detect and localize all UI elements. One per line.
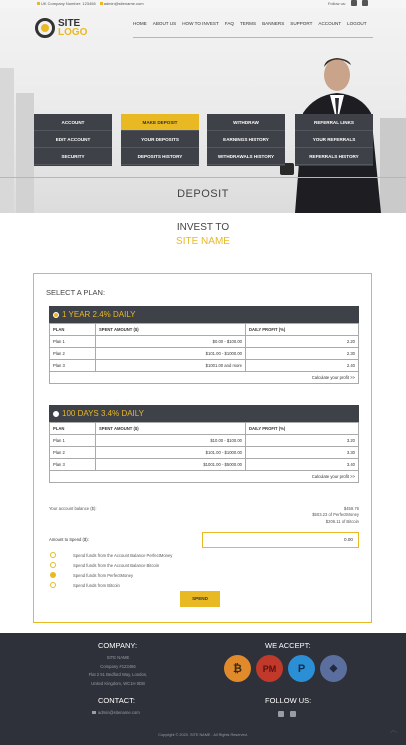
amount-row bbox=[49, 532, 359, 548]
footer-company-info bbox=[78, 654, 158, 688]
cell-profit: 3.30 bbox=[246, 447, 359, 459]
footer-company-line: Company #123456 bbox=[100, 663, 136, 669]
cell-amount: $101.00 - $1000.00 bbox=[96, 348, 246, 360]
logo-icon bbox=[35, 18, 55, 38]
logo-text-logo: LOGO bbox=[58, 27, 88, 38]
perfectmoney-icon: PM bbox=[256, 655, 283, 682]
footer-email-item[interactable] bbox=[92, 710, 140, 715]
menu-referral-links[interactable]: REFERRAL LINKS bbox=[295, 114, 373, 131]
footer-follow-title: FOLLOW US: bbox=[265, 696, 312, 705]
cell-profit: 2.30 bbox=[246, 348, 359, 360]
calculate-profit-link[interactable]: Calculate your profit >> bbox=[49, 471, 359, 483]
cell-plan: Plan 1 bbox=[50, 336, 96, 348]
footer-company-line: United Kingdom, WC1H 0DB bbox=[91, 680, 145, 686]
spend-option-label: Spend funds from Bitcoin bbox=[73, 582, 120, 588]
menu-earnings-history[interactable]: EARNINGS HISTORY bbox=[207, 131, 285, 148]
account-menu-group bbox=[34, 114, 112, 166]
bitcoin-icon: ₿ bbox=[224, 655, 251, 682]
deposit-form-card bbox=[33, 273, 372, 623]
plan-block bbox=[49, 306, 359, 384]
page-title: DEPOSIT bbox=[177, 188, 229, 200]
footer-accept-title: WE ACCEPT: bbox=[265, 641, 311, 650]
copyright: Copyright © 2020. SITE NAME . All Rights Reserved. bbox=[158, 733, 248, 737]
spend-option-label: Spend funds from the Account Balance PerfectMoney bbox=[73, 552, 173, 558]
table-row bbox=[50, 435, 359, 447]
site-name-label: SITE NAME bbox=[176, 236, 230, 247]
account-balance bbox=[49, 506, 359, 525]
top-social bbox=[328, 0, 368, 6]
nav-logout[interactable]: LOGOUT bbox=[347, 21, 367, 26]
spend-option-label: Spend funds from the Account Balance Bitcoin bbox=[73, 562, 160, 568]
col-profit: DAILY PROFIT (%) bbox=[246, 423, 359, 435]
table-row bbox=[50, 447, 359, 459]
select-plan-label: SELECT A PLAN: bbox=[46, 288, 106, 297]
plan-radio[interactable] bbox=[53, 411, 59, 417]
building-icon bbox=[37, 2, 40, 5]
email-item[interactable] bbox=[100, 1, 144, 6]
footer-company-title: COMPANY: bbox=[98, 641, 138, 650]
company-number: UK Company Number: 123456 bbox=[41, 1, 96, 6]
plan-table bbox=[49, 323, 359, 372]
nav-terms[interactable]: TERMS bbox=[239, 21, 257, 26]
cell-plan: Plan 3 bbox=[50, 459, 96, 471]
col-plan: PLAN bbox=[50, 423, 96, 435]
table-row bbox=[50, 348, 359, 360]
nav-faq[interactable]: FAQ bbox=[224, 21, 234, 26]
top-email[interactable]: admin@sitename.com bbox=[103, 1, 144, 6]
calculate-profit-link[interactable]: Calculate your profit >> bbox=[49, 372, 359, 384]
mail-icon bbox=[92, 711, 96, 714]
plan-radio[interactable] bbox=[53, 312, 59, 318]
cell-amount: $1001.00 - $5000.00 bbox=[96, 459, 246, 471]
follow-label: Follow us: bbox=[327, 0, 346, 6]
telegram-icon[interactable] bbox=[351, 0, 357, 6]
scroll-top-icon[interactable]: ︿ bbox=[390, 727, 397, 734]
plan-header[interactable] bbox=[49, 306, 359, 323]
menu-referrals-history[interactable]: REFERRALS HISTORY bbox=[295, 148, 373, 165]
mail-icon bbox=[100, 2, 103, 5]
menu-withdrawals-history[interactable]: WITHDRAWALS HISTORY bbox=[207, 148, 285, 165]
nav-underline bbox=[133, 37, 373, 38]
footer bbox=[0, 633, 406, 745]
main-nav bbox=[133, 21, 367, 26]
footer-company-line: Flat 2 51 Bedford Way, London, bbox=[88, 672, 148, 677]
plan-title: 100 DAYS 3.4% DAILY bbox=[62, 409, 144, 418]
spend-radio[interactable] bbox=[50, 552, 56, 558]
deposit-menu-group bbox=[121, 114, 199, 166]
plan-header[interactable] bbox=[49, 405, 359, 422]
nav-account[interactable]: ACCOUNT bbox=[318, 21, 342, 26]
cell-plan: Plan 1 bbox=[50, 435, 96, 447]
hero-divider bbox=[0, 177, 406, 178]
cell-plan: Plan 3 bbox=[50, 360, 96, 372]
col-profit: DAILY PROFIT (%) bbox=[246, 324, 359, 336]
cell-amount: $0.00 - $100.00 bbox=[96, 336, 246, 348]
nav-support[interactable]: SUPPORT bbox=[290, 21, 313, 26]
menu-your-referrals[interactable]: YOUR REFERRALS bbox=[295, 131, 373, 148]
spend-radio[interactable] bbox=[50, 582, 56, 588]
company-number-item bbox=[37, 1, 96, 6]
balance-value: $459.76 bbox=[343, 506, 359, 511]
spend-option[interactable] bbox=[50, 560, 172, 570]
ethereum-icon: ◆ bbox=[320, 655, 347, 682]
invest-heading bbox=[0, 222, 406, 247]
cell-profit: 2.20 bbox=[246, 336, 359, 348]
spend-option-label: Spend funds from PerfectMoney bbox=[73, 572, 134, 578]
nav-banners[interactable]: BANNERS bbox=[262, 21, 285, 26]
cell-plan: Plan 2 bbox=[50, 447, 96, 459]
plan-title: 1 YEAR 2.4% DAILY bbox=[62, 310, 136, 319]
footer-company-line: SITE NAME bbox=[106, 655, 130, 660]
menu-edit-account[interactable]: EDIT ACCOUNT bbox=[34, 131, 112, 148]
cell-amount: $10.00 - $100.00 bbox=[96, 435, 246, 447]
table-header-row bbox=[50, 423, 359, 435]
facebook-icon[interactable] bbox=[362, 0, 368, 6]
menu-your-deposits[interactable]: YOUR DEPOSITS bbox=[121, 131, 199, 148]
menu-account[interactable]: ACCOUNT bbox=[34, 114, 112, 131]
menu-withdraw[interactable]: WITHDRAW bbox=[207, 114, 285, 131]
table-header-row bbox=[50, 324, 359, 336]
menu-security[interactable]: SECURITY bbox=[34, 148, 112, 165]
cell-profit: 2.40 bbox=[246, 360, 359, 372]
menu-deposits-history[interactable]: DEPOSITS HISTORY bbox=[121, 148, 199, 165]
top-bar bbox=[0, 0, 406, 8]
hero-banner bbox=[0, 8, 406, 213]
spend-option[interactable] bbox=[50, 550, 172, 560]
logo-text-site: SITE bbox=[58, 18, 81, 29]
telegram-icon[interactable] bbox=[278, 711, 284, 717]
footer-contact-title: CONTACT: bbox=[98, 696, 135, 705]
col-spent: SPENT AMOUNT ($) bbox=[96, 423, 246, 435]
spend-radio-selected[interactable] bbox=[50, 572, 56, 578]
balance-label: Your account balance ($): bbox=[49, 506, 97, 511]
cell-amount: $101.00 - $1000.00 bbox=[96, 447, 246, 459]
amount-input[interactable]: 0.00 bbox=[202, 532, 359, 548]
cell-profit: 3.40 bbox=[246, 459, 359, 471]
table-row bbox=[50, 360, 359, 372]
spend-button[interactable]: SPEND bbox=[180, 591, 220, 607]
referral-menu-group bbox=[295, 114, 373, 166]
cell-amount: $1001.00 and more bbox=[96, 360, 246, 372]
nav-about-us[interactable]: ABOUT US bbox=[152, 21, 177, 26]
footer-email[interactable]: admin@sitename.com bbox=[98, 710, 140, 715]
nav-home[interactable]: HOME bbox=[133, 21, 147, 26]
table-row bbox=[50, 336, 359, 348]
menu-make-deposit[interactable]: MAKE DEPOSIT bbox=[121, 114, 199, 131]
spend-radio[interactable] bbox=[50, 562, 56, 568]
footer-social-icons bbox=[278, 711, 296, 717]
amount-label: Amount to Spend ($): bbox=[49, 537, 89, 542]
spend-option[interactable] bbox=[50, 570, 172, 580]
spend-option[interactable] bbox=[50, 580, 172, 590]
withdraw-menu-group bbox=[207, 114, 285, 166]
spend-source-options bbox=[50, 550, 172, 590]
payeer-icon: P bbox=[288, 655, 315, 682]
invest-to-label: INVEST TO bbox=[176, 222, 230, 233]
plan-block bbox=[49, 405, 359, 483]
balance-bitcoin: $206.11 of Bitcoin bbox=[325, 519, 359, 524]
site-logo[interactable] bbox=[35, 18, 87, 38]
table-row bbox=[50, 459, 359, 471]
balance-perfectmoney: $503.23 of PerfectMoney bbox=[312, 512, 359, 517]
col-plan: PLAN bbox=[50, 324, 96, 336]
top-contact-info bbox=[37, 1, 144, 6]
plan-table bbox=[49, 422, 359, 471]
cell-profit: 3.20 bbox=[246, 435, 359, 447]
col-spent: SPENT AMOUNT ($) bbox=[96, 324, 246, 336]
payment-methods bbox=[224, 655, 347, 682]
nav-how-to-invest[interactable]: HOW TO INVEST bbox=[182, 21, 219, 26]
cell-plan: Plan 2 bbox=[50, 348, 96, 360]
facebook-icon[interactable] bbox=[290, 711, 296, 717]
